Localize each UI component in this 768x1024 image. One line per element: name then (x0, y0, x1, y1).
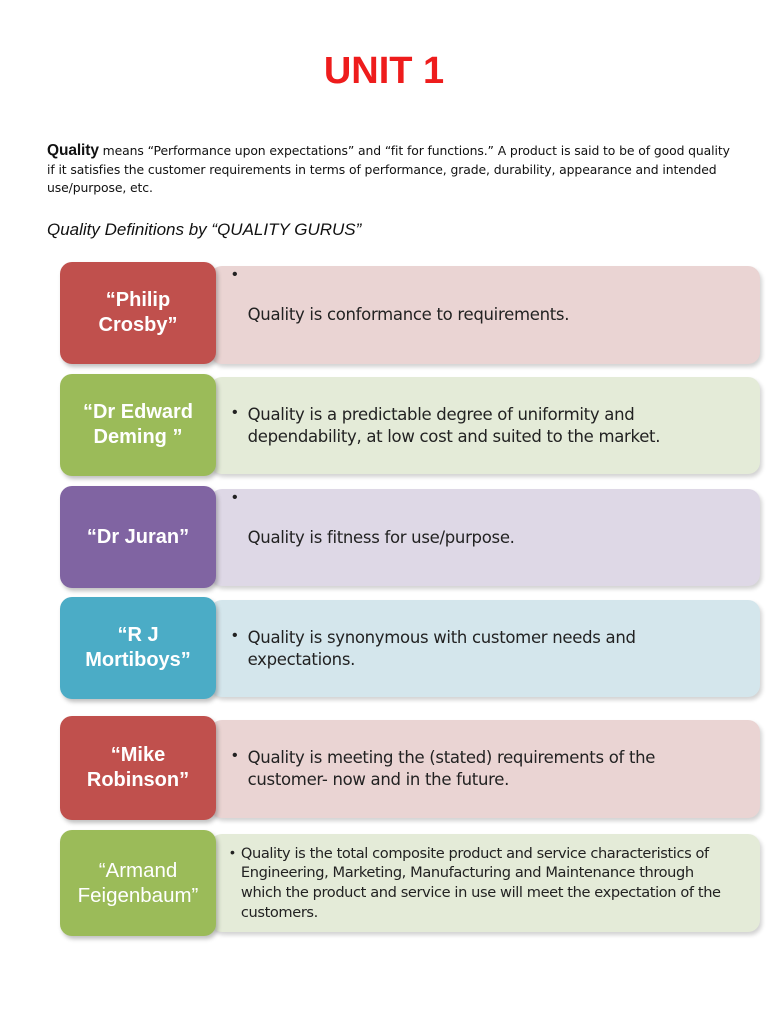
guru-name-box (60, 830, 216, 936)
guru-name-line: Feigenbaum” (77, 884, 199, 907)
guru-name-box (60, 374, 216, 476)
guru-name-box (60, 486, 216, 588)
guru-definition: Quality is a predictable degree of uniformity and dependability, at low cost and suited to the market. (247, 404, 661, 446)
guru-row (60, 374, 760, 478)
guru-row (60, 830, 760, 936)
guru-definition: Quality is fitness for use/purpose. (247, 527, 515, 547)
guru-definition: Quality is the total composite product and service characteristics of Engineering, Marketing, Manufacturing and Maintenance through which the product and service in use will meet the expectation of the customers. (240, 844, 721, 921)
bullet-icon: • (232, 489, 238, 506)
definition-panel (210, 834, 760, 932)
definition-panel (210, 489, 760, 586)
definition-panel (210, 377, 760, 474)
bullet-icon: • (232, 266, 238, 283)
intro-lead-word: Quality (47, 142, 99, 159)
guru-name-line: “Dr Juran” (86, 525, 190, 548)
definition-panel (210, 266, 760, 364)
guru-definition: Quality is meeting the (stated) requirements of the customer- now and in the future. (247, 748, 656, 789)
guru-name-box (60, 716, 216, 820)
intro-paragraph (47, 142, 737, 198)
guru-name-line: Crosby” (98, 314, 178, 336)
guru-name-line: “R J (117, 624, 159, 646)
guru-name-box (60, 597, 216, 699)
guru-name-line: “Mike (110, 744, 166, 766)
page-title: UNIT 1 (323, 50, 445, 92)
definition-panel (210, 720, 760, 818)
guru-name-line: “Dr Edward (82, 401, 194, 423)
guru-definition: Quality is synonymous with customer needs and expectations. (247, 627, 636, 669)
bullet-icon: • (232, 626, 238, 644)
guru-row (60, 716, 760, 820)
guru-row (60, 597, 760, 701)
intro-body: means “Performance upon expectations” and “fit for functions.” A product is said to be of good quality if it satisfies the customer requirements in terms of performance, grade, durability, appearance and intended use/purpose, etc. (47, 143, 730, 196)
guru-name-line: Mortiboys” (85, 649, 191, 671)
guru-name-line: “Armand (98, 859, 178, 882)
guru-name-box (60, 262, 216, 364)
guru-name-line: Robinson” (86, 769, 190, 791)
guru-name-line: “Philip (105, 289, 171, 311)
section-subtitle: Quality Definitions by “QUALITY GURUS” (47, 220, 362, 239)
bullet-icon: • (230, 843, 235, 860)
guru-definition: Quality is conformance to requirements. (247, 305, 570, 324)
guru-row (60, 262, 760, 366)
guru-row (60, 486, 760, 590)
definition-panel (210, 600, 760, 697)
guru-name-line: Deming ” (93, 426, 183, 448)
bullet-icon: • (232, 403, 238, 421)
bullet-icon: • (232, 747, 238, 764)
